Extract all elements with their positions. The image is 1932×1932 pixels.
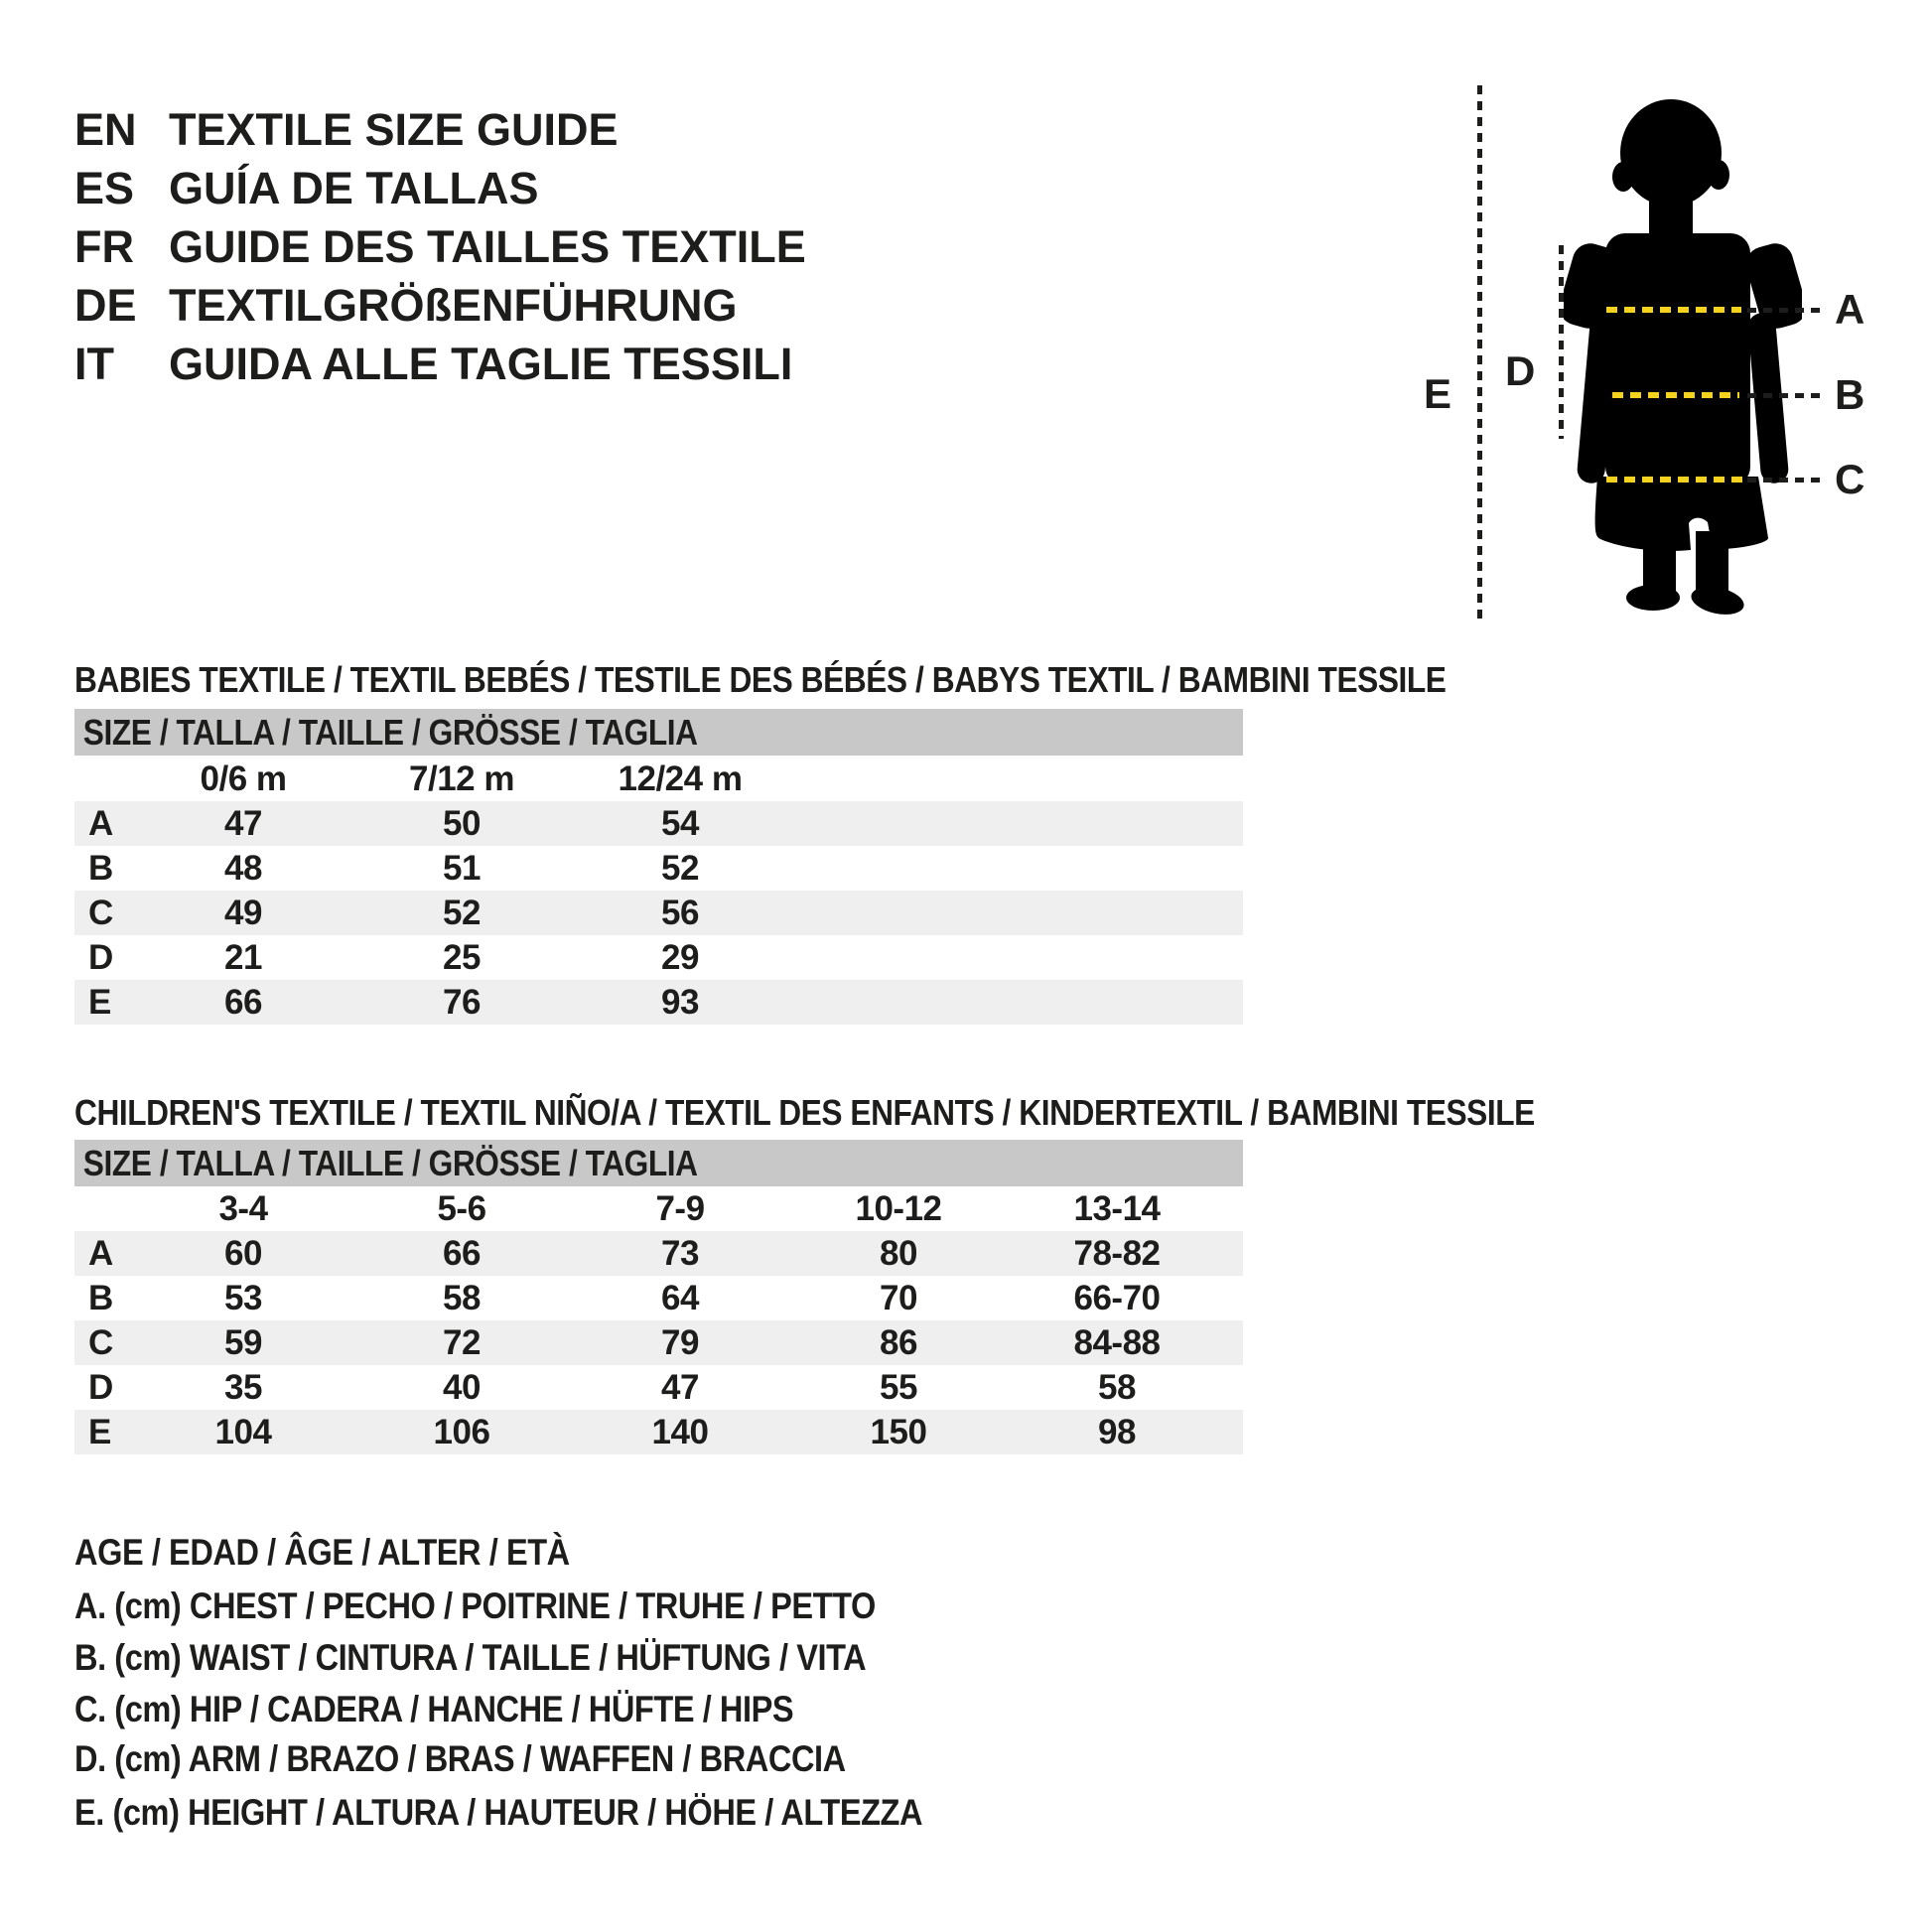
legend-chest — [74, 1581, 985, 1632]
row-label: E — [88, 1412, 111, 1451]
row-label: D — [88, 1367, 113, 1407]
table-cell: 35 — [224, 1367, 262, 1407]
children-col-header: 5-6 — [437, 1188, 486, 1228]
table-cell: 47 — [661, 1367, 699, 1407]
height-measure-line-e — [1477, 85, 1482, 620]
children-row-e — [74, 1410, 1243, 1454]
legend-arm-text: D. (cm) ARM / BRAZO / BRAS / WAFFEN / BRACCIA — [74, 1738, 846, 1779]
chest-measure-dashes — [1606, 307, 1741, 313]
table-cell: 76 — [443, 982, 481, 1022]
legend-height-text: E. (cm) HEIGHT / ALTURA / HAUTEUR / HÖHE / ALTEZZA — [74, 1792, 923, 1833]
page-title-it: GUIDA ALLE TAGLIE TESSILI — [169, 339, 793, 389]
row-label: C — [88, 893, 113, 932]
legend-arm — [74, 1733, 951, 1785]
legend-chest-text: A. (cm) CHEST / PECHO / POITRINE / TRUHE / PETTO — [74, 1586, 876, 1626]
children-col-header: 13-14 — [1073, 1188, 1161, 1228]
waist-measure-leader — [1747, 393, 1825, 398]
table-cell: 52 — [661, 848, 699, 888]
children-size-bar — [74, 1140, 1243, 1186]
table-cell: 52 — [443, 893, 481, 932]
table-cell: 70 — [880, 1278, 917, 1317]
table-cell: 66-70 — [1073, 1278, 1161, 1317]
legend-height — [74, 1787, 1038, 1839]
table-cell: 51 — [443, 848, 481, 888]
row-label: A — [88, 1233, 113, 1273]
table-cell: 79 — [661, 1322, 699, 1362]
table-cell: 56 — [661, 893, 699, 932]
table-cell: 50 — [443, 803, 481, 843]
table-cell: 25 — [443, 937, 481, 977]
table-cell: 59 — [224, 1322, 262, 1362]
table-cell: 80 — [880, 1233, 917, 1273]
row-label: C — [88, 1322, 113, 1362]
children-heading-text: CHILDREN'S TEXTILE / TEXTIL NIÑO/A / TEXTIL DES ENFANTS / KINDERTEXTIL / BAMBINI TESSILE — [74, 1092, 1535, 1133]
page-title: TEXTILE SIZE GUIDE — [169, 104, 619, 155]
table-cell: 66 — [224, 982, 262, 1022]
table-cell: 104 — [214, 1412, 272, 1451]
legend-hip-text: C. (cm) HIP / CADERA / HANCHE / HÜFTE / HIPS — [74, 1689, 794, 1729]
measure-label-d: D — [1505, 347, 1536, 394]
measure-label-c: C — [1835, 456, 1865, 502]
legend-hip — [74, 1684, 892, 1735]
babies-size-bar — [74, 709, 1243, 756]
language-code: DE — [74, 280, 137, 331]
page-title-es: GUÍA DE TALLAS — [169, 163, 539, 213]
table-cell: 98 — [1098, 1412, 1136, 1451]
table-cell: 58 — [1098, 1367, 1136, 1407]
row-label: B — [88, 1278, 113, 1317]
language-code: IT — [74, 339, 114, 389]
babies-column-header-row — [74, 757, 1243, 801]
language-code: EN — [74, 104, 137, 155]
measure-label-a: A — [1835, 286, 1865, 333]
table-cell: 93 — [661, 982, 699, 1022]
children-row-c — [74, 1320, 1243, 1365]
table-cell: 106 — [433, 1412, 490, 1451]
measure-label-b: B — [1835, 371, 1865, 418]
children-row-b — [74, 1276, 1243, 1320]
children-col-header: 7-9 — [655, 1188, 705, 1228]
children-size-bar-text: SIZE / TALLA / TAILLE / GRÖSSE / TAGLIA — [82, 1143, 698, 1183]
child-silhouette-figure — [1564, 89, 1802, 625]
waist-measure-dashes — [1612, 392, 1739, 398]
babies-col-header: 7/12 m — [409, 759, 514, 798]
language-code: FR — [74, 221, 134, 272]
legend-age — [74, 1527, 637, 1579]
table-cell: 64 — [661, 1278, 699, 1317]
table-cell: 78-82 — [1073, 1233, 1161, 1273]
language-code: ES — [74, 163, 135, 213]
table-cell: 47 — [224, 803, 262, 843]
hip-measure-leader — [1747, 478, 1825, 483]
measure-label-e: E — [1424, 370, 1452, 417]
babies-row-d — [74, 935, 1243, 980]
table-cell: 49 — [224, 893, 262, 932]
legend-waist — [74, 1632, 974, 1684]
table-cell: 73 — [661, 1233, 699, 1273]
children-col-header: 10-12 — [855, 1188, 942, 1228]
children-row-a — [74, 1231, 1243, 1276]
children-section-heading — [74, 1092, 1733, 1134]
table-cell: 21 — [224, 937, 262, 977]
page-title-de: TEXTILGRÖßENFÜHRUNG — [169, 280, 738, 331]
table-cell: 29 — [661, 937, 699, 977]
babies-row-a — [74, 801, 1243, 846]
legend-waist-text: B. (cm) WAIST / CINTURA / TAILLE / HÜFTUNG / VITA — [74, 1637, 867, 1678]
table-cell: 84-88 — [1073, 1322, 1161, 1362]
babies-size-bar-text: SIZE / TALLA / TAILLE / GRÖSSE / TAGLIA — [82, 712, 698, 753]
hip-measure-dashes — [1606, 477, 1745, 483]
babies-section-heading — [74, 659, 1633, 701]
table-cell: 58 — [443, 1278, 481, 1317]
table-cell: 55 — [880, 1367, 917, 1407]
table-cell: 48 — [224, 848, 262, 888]
table-cell: 150 — [870, 1412, 927, 1451]
babies-col-header: 0/6 m — [200, 759, 287, 798]
table-cell: 72 — [443, 1322, 481, 1362]
children-col-header: 3-4 — [218, 1188, 268, 1228]
chest-measure-leader — [1747, 308, 1825, 313]
table-cell: 40 — [443, 1367, 481, 1407]
row-label: B — [88, 848, 113, 888]
row-label: E — [88, 982, 111, 1022]
table-cell: 60 — [224, 1233, 262, 1273]
babies-row-c — [74, 891, 1243, 935]
table-cell: 53 — [224, 1278, 262, 1317]
table-cell: 140 — [651, 1412, 709, 1451]
children-row-d — [74, 1365, 1243, 1410]
legend-age-text: AGE / EDAD / ÂGE / ALTER / ETÀ — [74, 1532, 570, 1573]
babies-heading-text: BABIES TEXTILE / TEXTIL BEBÉS / TESTILE DES BÉBÉS / BABYS TEXTIL / BAMBINI TESSILE — [74, 659, 1447, 700]
table-cell: 66 — [443, 1233, 481, 1273]
babies-row-e — [74, 980, 1243, 1025]
babies-col-header: 12/24 m — [618, 759, 743, 798]
row-label: D — [88, 937, 113, 977]
table-cell: 54 — [661, 803, 699, 843]
babies-row-b — [74, 846, 1243, 891]
page-title-fr: GUIDE DES TAILLES TEXTILE — [169, 221, 806, 272]
row-label: A — [88, 803, 113, 843]
table-cell: 86 — [880, 1322, 917, 1362]
children-column-header-row — [74, 1186, 1243, 1231]
